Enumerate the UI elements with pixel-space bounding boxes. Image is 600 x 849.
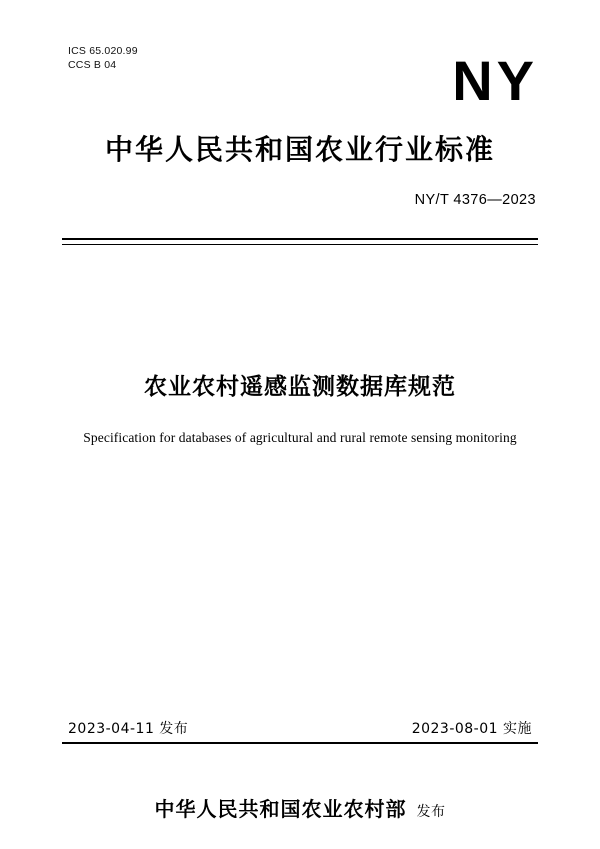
- publisher-suffix: 发布: [416, 804, 446, 820]
- divider-top-thin: [62, 244, 538, 245]
- ny-logo: NY: [452, 49, 538, 112]
- ics-code: ICS 65.020.99: [68, 45, 138, 57]
- issue-date: 2023-04-11 发布: [68, 721, 189, 737]
- page-title: 农业农村遥感监测数据库规范: [144, 374, 456, 400]
- effective-date: 2023-08-01 实施: [411, 721, 532, 737]
- classification-codes: [68, 44, 138, 72]
- publisher-name: 中华人民共和国农业农村部: [154, 797, 407, 821]
- divider-bottom-thick: [62, 742, 538, 744]
- ccs-code: CCS B 04: [68, 59, 117, 71]
- divider-top-thick: [62, 238, 538, 240]
- banner-title: 中华人民共和国农业行业标准: [104, 133, 495, 166]
- date-row: [68, 718, 532, 738]
- page-title-english: Specification for databases of agricultural and rural remote sensing monitoring: [83, 430, 517, 445]
- publisher-line: [0, 793, 600, 822]
- standard-number: NY/T 4376—2023: [414, 192, 536, 208]
